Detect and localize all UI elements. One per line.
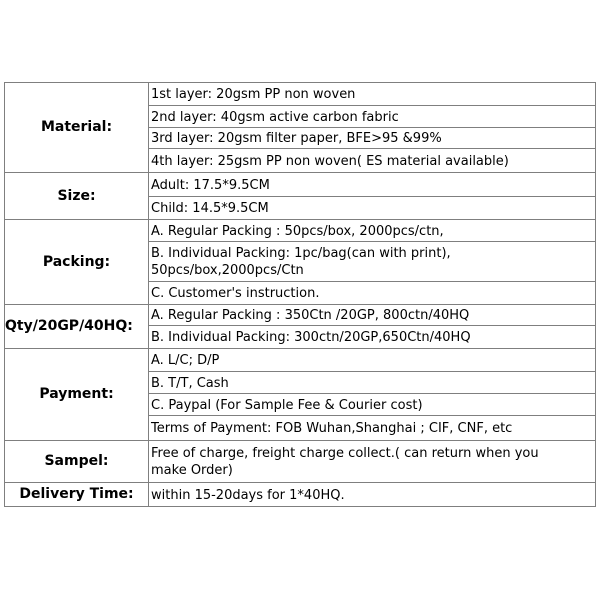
size-adult: Adult: 17.5*9.5CM xyxy=(149,173,596,197)
sample-row xyxy=(5,441,596,483)
sample-line-1: Free of charge, freight charge collect.( can return when you xyxy=(151,446,539,461)
material-row xyxy=(5,83,596,106)
delivery-value: within 15-20days for 1*40HQ. xyxy=(149,483,596,507)
size-row xyxy=(5,173,596,197)
qty-individual: B. Individual Packing: 300ctn/20GP,650Ctn/40HQ xyxy=(149,326,596,349)
payment-label: Payment: xyxy=(5,349,149,441)
sample-value xyxy=(149,441,596,483)
delivery-label: Delivery Time: xyxy=(5,483,149,507)
material-layer-1: 1st layer: 20gsm PP non woven xyxy=(149,83,596,106)
payment-tt: B. T/T, Cash xyxy=(149,372,596,394)
material-layer-3: 3rd layer: 20gsm filter paper, BFE>95 &99% xyxy=(149,128,596,149)
payment-lc: A. L/C; D/P xyxy=(149,349,596,372)
packing-label: Packing: xyxy=(5,220,149,305)
packing-regular: A. Regular Packing : 50pcs/box, 2000pcs/ctn, xyxy=(149,220,596,242)
packing-row xyxy=(5,220,596,242)
sample-label: Sampel: xyxy=(5,441,149,483)
product-spec-table xyxy=(4,82,596,507)
packing-customer: C. Customer's instruction. xyxy=(149,282,596,305)
size-child: Child: 14.5*9.5CM xyxy=(149,197,596,220)
material-layer-2: 2nd layer: 40gsm active carbon fabric xyxy=(149,106,596,128)
qty-regular: A. Regular Packing : 350Ctn /20GP, 800ctn/40HQ xyxy=(149,305,596,326)
payment-row xyxy=(5,349,596,372)
payment-terms: Terms of Payment: FOB Wuhan,Shanghai ; CIF, CNF, etc xyxy=(149,416,596,441)
sample-line-2: make Order) xyxy=(151,463,233,478)
packing-individual xyxy=(149,242,596,282)
delivery-row xyxy=(5,483,596,507)
payment-paypal: C. Paypal (For Sample Fee & Courier cost) xyxy=(149,394,596,416)
size-label: Size: xyxy=(5,173,149,220)
material-label: Material: xyxy=(5,83,149,173)
packing-individual-line-1: B. Individual Packing: 1pc/bag(can with print), xyxy=(151,246,451,261)
packing-individual-line-2: 50pcs/box,2000pcs/Ctn xyxy=(151,263,304,278)
material-layer-4: 4th layer: 25gsm PP non woven( ES material available) xyxy=(149,149,596,173)
qty-label: Qty/20GP/40HQ: xyxy=(5,305,149,349)
qty-row xyxy=(5,305,596,326)
